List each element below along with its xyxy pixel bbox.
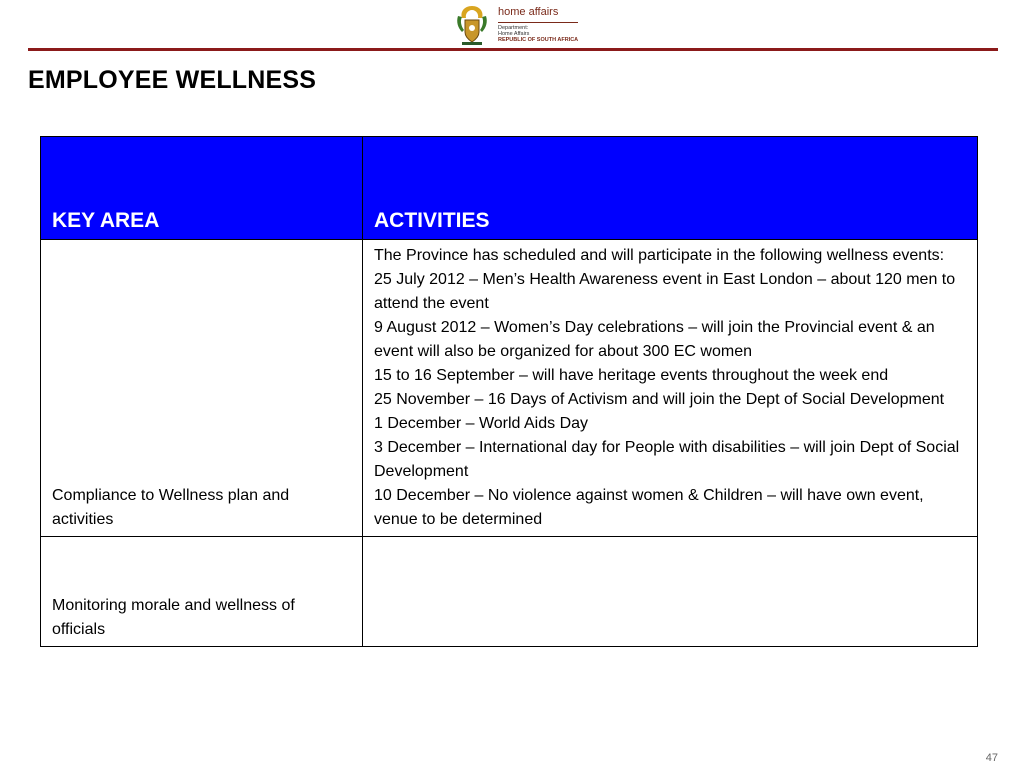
activity-item: 10 December – No violence against women & Children – will have own event, venue to be determined [374, 487, 924, 528]
header-key-area: KEY AREA [41, 137, 363, 240]
header-activities: ACTIVITIES [363, 137, 978, 240]
activity-item: 15 to 16 September – will have heritage events throughout the week end [374, 367, 889, 384]
logo-brand-text: home affairs [498, 6, 559, 18]
activity-item: The Province has scheduled and will participate in the following wellness events: [374, 247, 945, 264]
table-header-row [41, 137, 978, 240]
logo-line-home-affairs: Home Affairs [498, 31, 530, 37]
activity-item: 1 December – World Aids Day [374, 415, 589, 432]
slide-title: EMPLOYEE WELLNESS [28, 66, 317, 94]
table-row [41, 537, 978, 647]
logo-divider [498, 22, 578, 23]
activity-item: 9 August 2012 – Women’s Day celebrations – will join the Provincial event & an event will also be organized for about 300 EC women [374, 319, 935, 360]
activities-cell [363, 240, 978, 537]
activity-item: 3 December – International day for People with disabilities – will join Dept of Social Development [374, 439, 960, 480]
header-divider [28, 48, 998, 51]
logo-line-republic: REPUBLIC OF SOUTH AFRICA [498, 37, 579, 43]
activity-item: 25 November – 16 Days of Activism and will join the Dept of Social Development [374, 391, 945, 408]
wellness-table [40, 136, 978, 647]
activities-cell-empty [363, 537, 978, 647]
page-number: 47 [985, 752, 998, 764]
logo-line-department: Department: [498, 25, 529, 31]
key-area-cell: Monitoring morale and wellness of officials [41, 537, 363, 647]
activity-item: 25 July 2012 – Men’s Health Awareness event in East London – about 120 men to attend the event [374, 271, 956, 312]
coat-of-arms-icon [452, 2, 492, 48]
key-area-cell: Compliance to Wellness plan and activities [41, 240, 363, 537]
table-row [41, 240, 978, 537]
home-affairs-logo [452, 2, 592, 48]
